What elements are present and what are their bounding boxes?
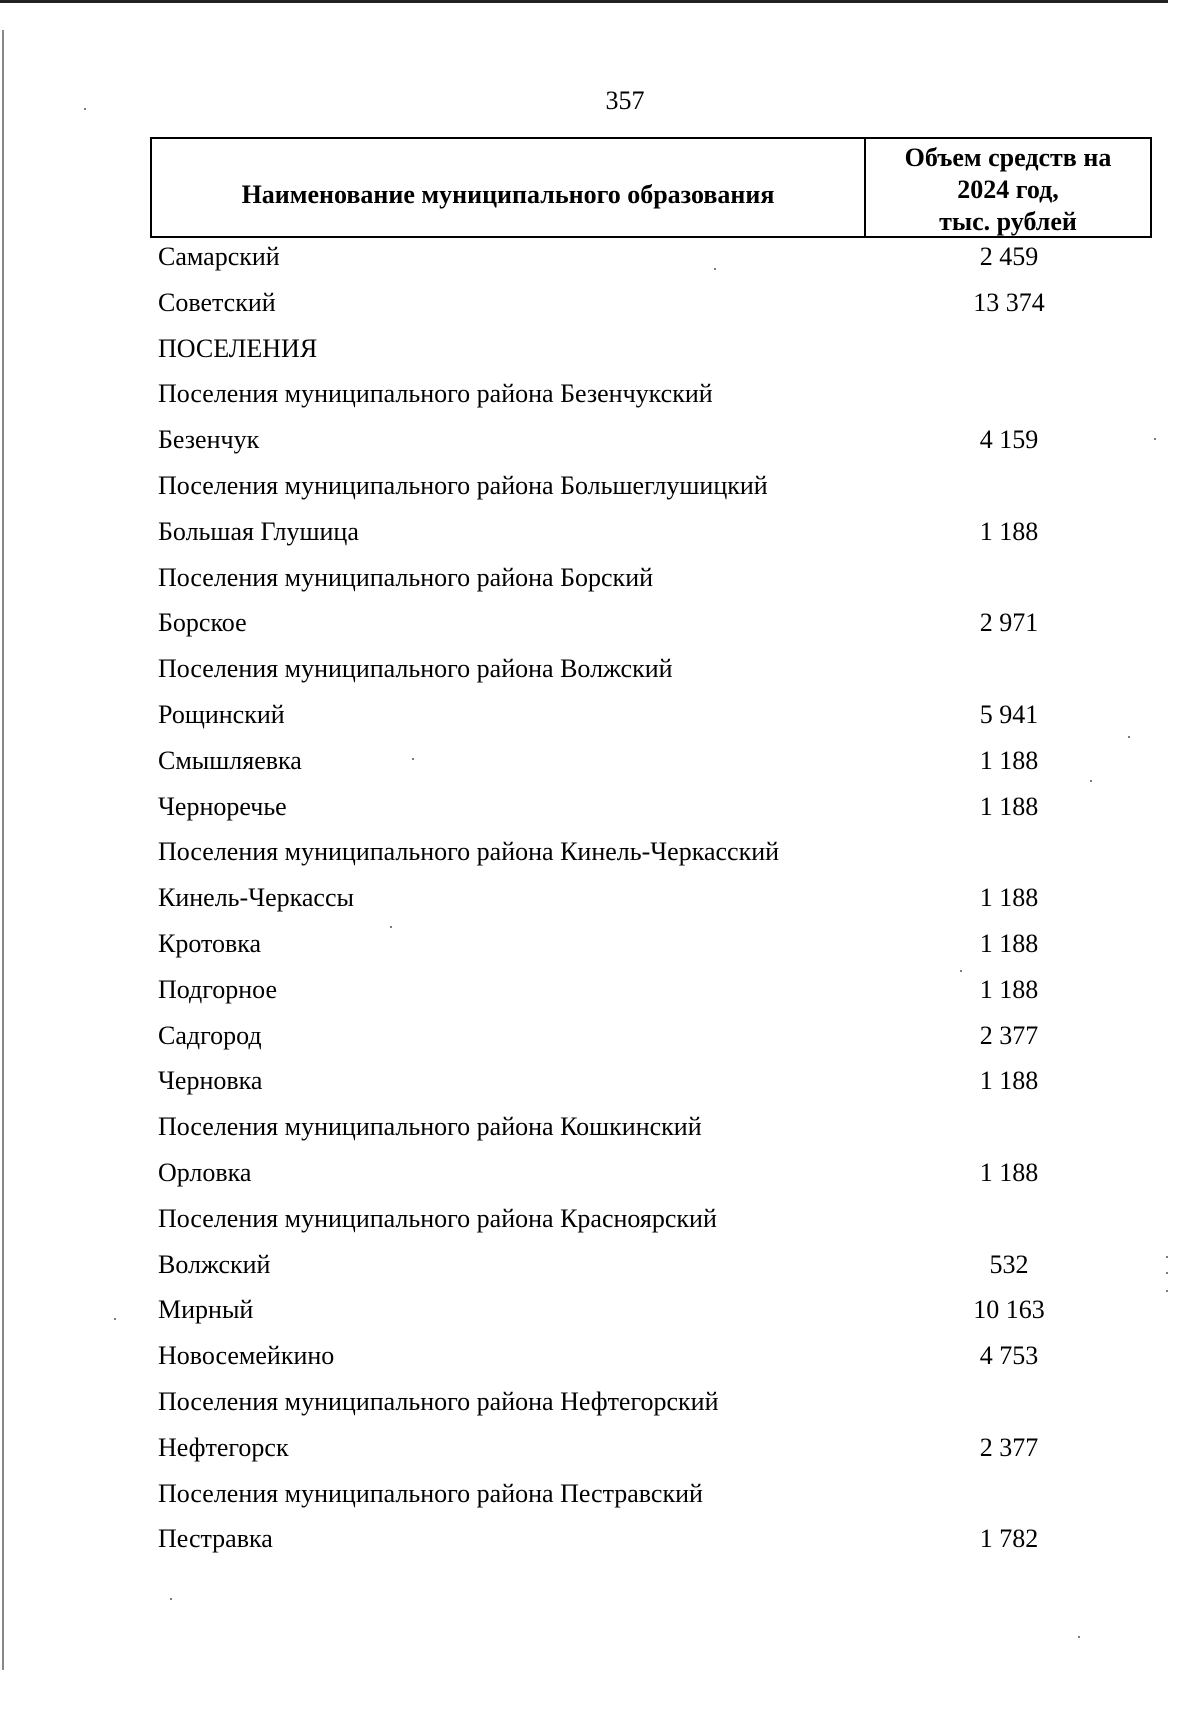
row-value: 1 188 bbox=[979, 517, 1039, 546]
row-value: 4 159 bbox=[979, 425, 1039, 454]
scan-speck bbox=[412, 758, 414, 760]
table-row bbox=[0, 743, 1200, 781]
header-amount-line-3: тыс. рублей bbox=[939, 207, 1077, 236]
row-name: Советский bbox=[158, 288, 276, 317]
row-value: 1 188 bbox=[979, 792, 1039, 821]
row-value: 13 374 bbox=[973, 288, 1045, 317]
table-row bbox=[0, 422, 1200, 460]
row-name: Поселения муниципального района Кошкинский bbox=[158, 1112, 702, 1141]
row-value: 4 753 bbox=[979, 1341, 1039, 1370]
row-value: 2 971 bbox=[979, 608, 1039, 637]
scan-speck bbox=[1090, 780, 1092, 782]
table-row bbox=[0, 1155, 1200, 1193]
row-value: 1 188 bbox=[979, 929, 1039, 958]
row-name: Подгорное bbox=[158, 975, 278, 1004]
header-amount-line-2: 2024 год, bbox=[957, 175, 1059, 204]
row-name: Садгород bbox=[158, 1021, 262, 1050]
row-value: 1 188 bbox=[979, 1066, 1039, 1095]
scan-speck bbox=[1128, 736, 1130, 738]
table-row bbox=[0, 1338, 1200, 1376]
row-value: 1 188 bbox=[979, 1158, 1039, 1187]
table-section-row bbox=[0, 1201, 1200, 1239]
table-section-row bbox=[0, 468, 1200, 506]
scan-speck bbox=[1166, 1256, 1168, 1258]
row-name: Самарский bbox=[158, 242, 280, 271]
scan-speck bbox=[1154, 438, 1156, 440]
header-amount-line-1: Объем средств на bbox=[904, 143, 1112, 172]
row-name: Большая Глушица bbox=[158, 517, 359, 546]
row-name: Поселения муниципального района Волжский bbox=[158, 654, 673, 683]
row-name: Безенчук bbox=[158, 425, 260, 454]
scan-speck bbox=[1166, 1272, 1168, 1274]
row-name: Нефтегорск bbox=[158, 1433, 289, 1462]
table-row bbox=[0, 605, 1200, 643]
table-row bbox=[0, 1292, 1200, 1330]
row-name: Новосемейкино bbox=[158, 1341, 335, 1370]
table-section-row bbox=[0, 560, 1200, 598]
row-name: Черновка bbox=[158, 1066, 263, 1095]
table-section-row bbox=[0, 834, 1200, 872]
row-value: 1 782 bbox=[979, 1524, 1039, 1553]
row-name: Кротовка bbox=[158, 929, 262, 958]
row-name: Орловка bbox=[158, 1158, 252, 1187]
table-section-row bbox=[0, 331, 1200, 369]
row-value: 1 188 bbox=[979, 975, 1039, 1004]
scan-speck bbox=[170, 1598, 172, 1600]
table-section-row bbox=[0, 1476, 1200, 1514]
table-row bbox=[0, 972, 1200, 1010]
row-name: Пестравка bbox=[158, 1524, 273, 1553]
table-row bbox=[0, 1018, 1200, 1056]
row-name: Поселения муниципального района Большеглушицкий bbox=[158, 471, 768, 500]
header-name-column: Наименование муниципального образования bbox=[152, 139, 866, 236]
row-name: Черноречье bbox=[158, 792, 287, 821]
row-value: 2 459 bbox=[979, 242, 1039, 271]
row-name: Поселения муниципального района Красноярский bbox=[158, 1204, 717, 1233]
table-section-row bbox=[0, 651, 1200, 689]
table-row bbox=[0, 1430, 1200, 1468]
table-row bbox=[0, 239, 1200, 277]
table-section-row bbox=[0, 1109, 1200, 1147]
table-row bbox=[0, 1521, 1200, 1559]
table-section-row bbox=[0, 376, 1200, 414]
scan-speck bbox=[960, 970, 962, 972]
row-name: Поселения муниципального района Кинель-Черкасский bbox=[158, 837, 780, 866]
row-name: ПОСЕЛЕНИЯ bbox=[158, 334, 318, 363]
row-value: 10 163 bbox=[973, 1295, 1045, 1324]
row-value: 1 188 bbox=[979, 883, 1039, 912]
table-row bbox=[0, 285, 1200, 323]
table-section-row bbox=[0, 1384, 1200, 1422]
table-row bbox=[0, 697, 1200, 735]
table-row bbox=[0, 1063, 1200, 1101]
row-value: 2 377 bbox=[979, 1021, 1039, 1050]
scan-speck bbox=[84, 108, 86, 110]
table-row bbox=[0, 514, 1200, 552]
scan-speck bbox=[1166, 1290, 1168, 1292]
table-row bbox=[0, 1247, 1200, 1285]
row-value: 5 941 bbox=[979, 700, 1039, 729]
row-name: Поселения муниципального района Нефтегорский bbox=[158, 1387, 719, 1416]
scan-speck bbox=[390, 926, 392, 928]
table-row bbox=[0, 789, 1200, 827]
row-name: Рощинский bbox=[158, 700, 285, 729]
row-name: Смышляевка bbox=[158, 746, 302, 775]
row-name: Борское bbox=[158, 608, 247, 637]
row-name: Поселения муниципального района Безенчукский bbox=[158, 379, 713, 408]
row-name: Кинель-Черкассы bbox=[158, 883, 354, 912]
row-value: 532 bbox=[989, 1250, 1029, 1279]
scan-speck bbox=[714, 268, 716, 270]
table-row bbox=[0, 880, 1200, 918]
scan-speck bbox=[1078, 1636, 1080, 1638]
row-name: Поселения муниципального района Пестравский bbox=[158, 1479, 703, 1508]
row-name: Поселения муниципального района Борский bbox=[158, 563, 654, 592]
page-number: 357 bbox=[605, 86, 645, 115]
row-value: 1 188 bbox=[979, 746, 1039, 775]
scan-speck bbox=[114, 1318, 116, 1320]
row-name: Волжский bbox=[158, 1250, 271, 1279]
row-name: Мирный bbox=[158, 1295, 254, 1324]
table-row bbox=[0, 926, 1200, 964]
row-value: 2 377 bbox=[979, 1433, 1039, 1462]
